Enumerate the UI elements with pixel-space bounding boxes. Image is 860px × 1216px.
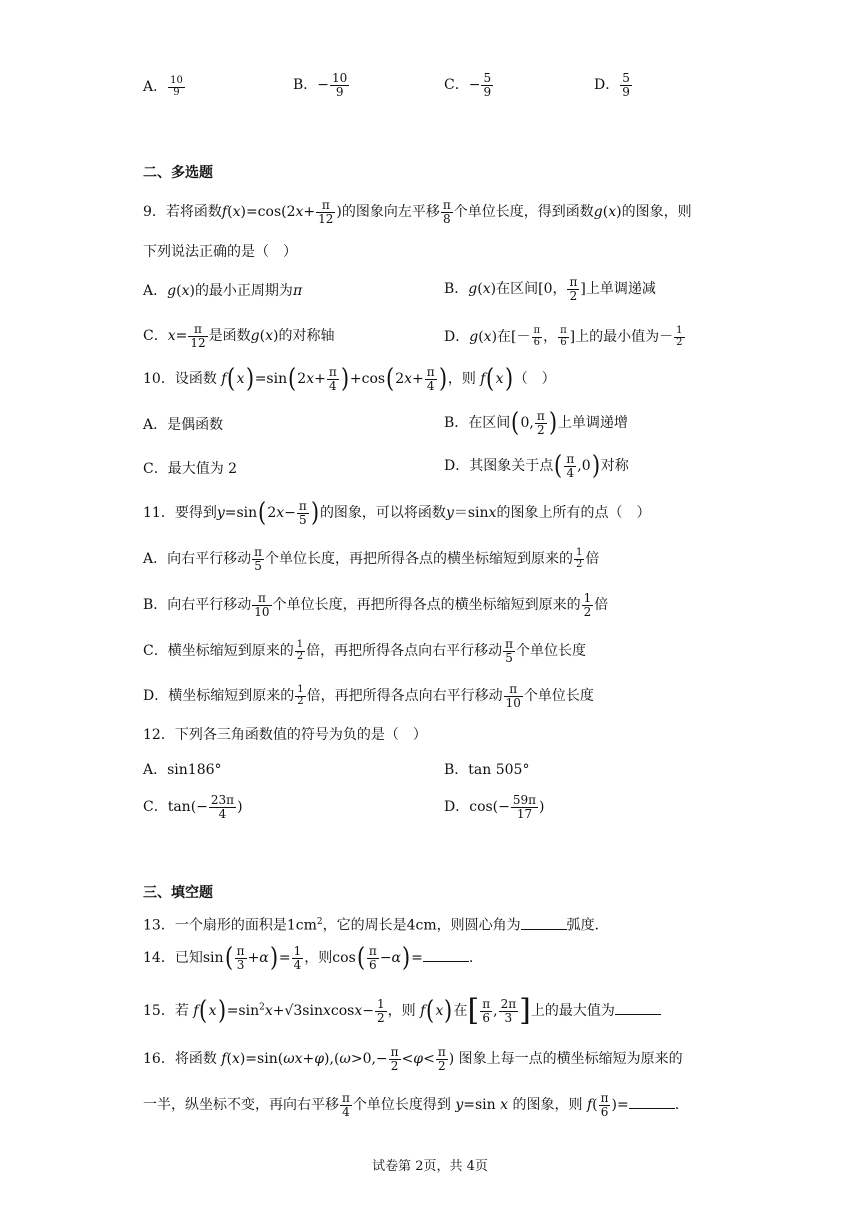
- q9-option-c: C．x= $\frac{\pi}{12}$ 是函数g(x)的对称轴: [143, 322, 335, 350]
- q14-stem: 14．已知sin( $\frac{\pi}{3}$ +α)= $\frac{1}{4}$ ，则cos( $\frac{\pi}{6}$ −α)= .: [143, 943, 474, 974]
- q8-option-c: C．− $\frac{5}{9}$: [444, 71, 492, 99]
- q9-option-b: B．g(x)在区间[0， $\frac{\pi}{2}$ ]上单调递减: [444, 275, 656, 303]
- q11-option-b: B．向右平行移动 $\frac{\pi}{10}$ 个单位长度，再把所得各点的横坐标缩短到原来的 $\frac{1}{2}$ 倍: [143, 591, 609, 619]
- q15-stem: 15．若 $f(x)=\sin^2x+√3sinxcosx-$ $\frac{1}{2}$ ，则 f(x)在[ $\frac{\pi}{6}$ , $\frac{2\pi}{3}$ ]上的最大值为: [143, 996, 661, 1026]
- q12-stem: 12．下列各三角函数值的符号为负的是（ ）: [143, 727, 427, 743]
- q12-option-d: D．cos(− $\frac{59\pi}{17}$ ): [444, 793, 545, 821]
- q10-option-b: B．在区间(0, $\frac{\pi}{2}$ )上单调递增: [444, 408, 628, 439]
- q9-stem: 9．若将函数f(x)=cos(2x+ $\frac{\pi}{12}$ )的图象向左平移 $\frac{\pi}{8}$ 个单位长度，得到函数g(x)的图象，则: [143, 198, 692, 226]
- q10-option-c: C．最大值为 2: [143, 461, 238, 477]
- q13-stem: 13．一个扇形的面积是$1cm^2$，它的周长是4cm，则圆心角为 弧度．: [143, 917, 609, 934]
- q11-stem: 11．要得到y=sin(2x− $\frac{\pi}{5}$ )的图象，可以将函数y＝sinx的图象上所有的点（ ）: [143, 498, 651, 529]
- q11-option-d: D．横坐标缩短到原来的 $\frac{1}{2}$ 倍，再把所得各点向右平行移动 $\frac{\pi}{10}$ 个单位长度: [143, 682, 594, 710]
- q10-option-a: A．是偶函数: [143, 417, 224, 433]
- q9-stem-line2: 下列说法正确的是（ ）: [143, 244, 297, 260]
- q16-stem: 16．将函数 f(x)=sin(ωx+φ),(ω>0,− $\frac{\pi}{2}$ <φ< $\frac{\pi}{2}$ ) 图象上每一点的横坐标缩短为原来的: [143, 1045, 683, 1073]
- q9-option-a: A．g(x)的最小正周期为π: [143, 283, 303, 299]
- q12-option-a: A．sin186°: [143, 762, 222, 778]
- q9-option-d: D．g(x)在[－ $\frac{\pi}{6}$ ， $\frac{\pi}{6}$ ]上的最小值为－ $\frac{1}{2}$: [444, 325, 683, 348]
- page-footer: 试卷第 2页，共 4页: [372, 1159, 488, 1174]
- section-multi-choice: 二、多选题: [143, 165, 213, 181]
- q8-option-d: D． $\frac{5}{9}$: [594, 71, 630, 99]
- q8-option-b: B．− $\frac{10}{9}$: [293, 71, 348, 99]
- q11-option-c: C．横坐标缩短到原来的 $\frac{1}{2}$ 倍，再把所得各点向右平行移动 $\frac{\pi}{5}$ 个单位长度: [143, 637, 586, 665]
- q10-stem: 10．设函数 f(x)=sin(2x+ $\frac{\pi}{4}$ )+cos(2x+ $\frac{\pi}{4}$ )，则 f(x)（ ）: [143, 364, 556, 395]
- q12-option-c: C．tan(− $\frac{23\pi}{4}$ ): [143, 793, 243, 821]
- q10-option-d: D．其图象关于点( $\frac{\pi}{4}$ ,0)对称: [444, 451, 629, 482]
- section-fill-blank: 三、填空题: [143, 885, 213, 901]
- q12-option-b: B．tan 505°: [444, 762, 530, 778]
- q11-option-a: A．向右平行移动 $\frac{\pi}{5}$ 个单位长度，再把所得各点的横坐标缩短到原来的 $\frac{1}{2}$ 倍: [143, 545, 600, 573]
- q16-stem-line2: 一半，纵坐标不变，再向右平移 $\frac{\pi}{4}$ 个单位长度得到 y=sin x 的图象，则 f( $\frac{\pi}{6}$ )= .: [143, 1091, 680, 1119]
- q8-option-a: A． $\frac{10}{9}$: [143, 75, 183, 98]
